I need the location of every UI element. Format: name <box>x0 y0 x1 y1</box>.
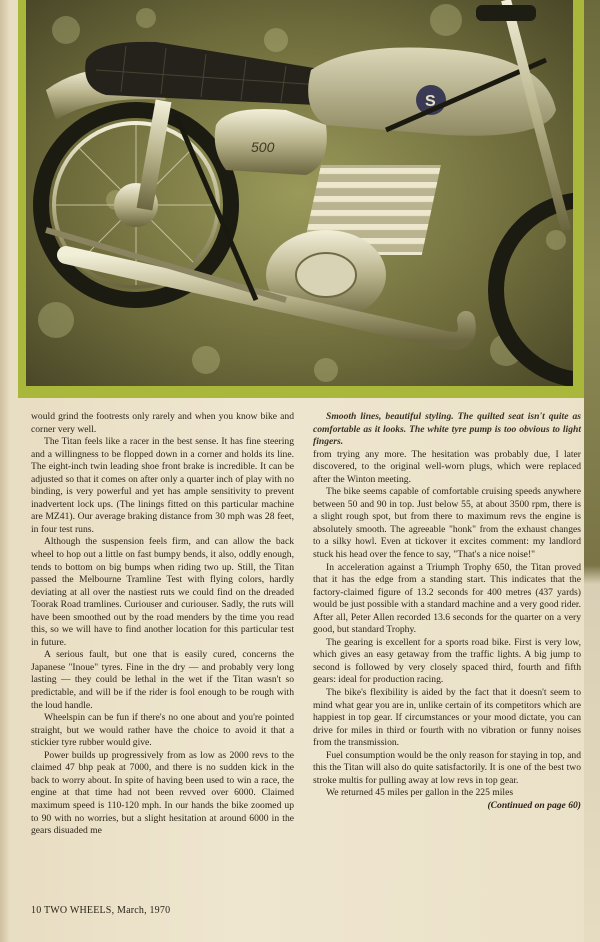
page-number: 10 <box>31 905 42 916</box>
paragraph: In acceleration against a Triumph Trophy 650, the Titan proved that it has the edge from a standing start. This indicates that the factory-claimed figure of 13.2 seconds for 400 metres (437 yards) would be just possible with a standard machine and a very good rider. After all, Peter Allen recorded 13.6 seconds for the quarter on a very good, but standard Trophy. <box>313 561 581 636</box>
paragraph: Power builds up progressively from as low as 2000 revs to the claimed 47 bhp peak at 7000, and there is no sudden kick in the back to worry about. In spite of having been used to win a race, the engine at that time had not been revved over 6000. Claimed maximum speed is 110-120 mph. In our hands the bike zoomed up to 90 with no worries, but a slight hesitation at around 6000 in the gears disuaded me <box>31 749 294 837</box>
issue-date: March, 1970 <box>116 905 171 916</box>
side-cover-label: 500 <box>251 139 275 155</box>
continued-notice: (Continued on page 60) <box>487 799 581 811</box>
paragraph: The bike's flexibility is aided by the fact that it doesn't seem to mind what gear you are in, unlike certain of its competitors which are happiest in top gear. If circumstances or your mood dictate, you can drive for miles in third or fourth with no vibration or funny noises from the transmission. <box>313 687 581 749</box>
paragraph: Although the suspension feels firm, and can allow the back wheel to hop out a little on fast bumpy bends, it also, oddly enough, tends to bottom on big bumps when riding two up. Still, the Titan passed the Melbourne Tramline Test with flying colors, hardly deviating at all over the nastiest ruts we could find on the dreaded Toorak Road tramlines. Curiouser and curiouser. Sadly, the ruts will have been smoothed out by the road menders by the time you read this, so we will have to find another location for this particular test in future. <box>31 536 294 648</box>
paragraph: The bike seems capable of comfortable cruising speeds anywhere between 50 and 90 in top. Just below 55, at about 3500 rpm, there is a slight rough spot, but from there to maximum revs the engine is absolutely smooth. The agreeable "honk" from the exhaust changes to a silky howl. Even at tickover it excites comment: my landlord stuck his head over the fence to say, "That's a nice noise!" <box>313 486 581 561</box>
photo-caption: Smooth lines, beautiful styling. The quilted seat isn't quite as comfortable as it looks. The white tyre pump is too obvious to light fingers. <box>313 411 581 448</box>
adjacent-page-edge <box>584 0 600 942</box>
magazine-name: TWO WHEELS, <box>43 905 115 916</box>
motorcycle-photo <box>26 0 573 386</box>
tank-badge-text: S <box>425 93 436 110</box>
paragraph: The gearing is excellent for a sports road bike. First is very low, which gives an easy getaway from the traffic lights. A big jump to second is followed by very closely spaced third, fourth and fifth gears: ideal for production racing. <box>313 636 581 686</box>
paragraph: Fuel consumption would be the only reason for staying in top, and this the Titan will also do quite satisfactorily. It is one of the best two stroke multis for pulling away at low revs in top gear. <box>313 749 581 786</box>
article-column-left <box>31 411 294 838</box>
paragraph: A serious fault, but one that is easily cured, concerns the Japanese "Inoue" tyres. Fine in the dry — and probably very long lasting — they could be lethal in the wet if the Titan wasn't so predictable, and will be if the rider is fool enough to be rough with the loud handle. <box>31 649 294 711</box>
paragraph: would grind the footrests only rarely and when you know bike and corner very well. <box>31 411 294 435</box>
article-column-right <box>313 411 581 813</box>
paragraph: from trying any more. The hesitation was probably due, I later discovered, to the original well-worn plugs, which were replaced after the Winton meeting. <box>313 448 581 485</box>
page-footer <box>31 905 170 916</box>
paragraph: Wheelspin can be fun if there's no one about and you're pointed straight, but we would rather have the choice to avoid it that a stickier tyre rubber would give. <box>31 712 294 749</box>
paragraph: The Titan feels like a racer in the best sense. It has fine steering and a willingness to be flopped down in a corner and holds its line. The eight-inch twin leading shoe front brake is incredible. It can be adjusted so that it comes on after only a quarter inch of play with no binding, is very powerful and yet has ample sensitivity to prevent inadvertent lock ups. (The linings fitted on this particular machine are MZ41). Our average braking distance from 30 mph was 28 feet, in four test runs. <box>31 436 294 535</box>
page-gutter-shadow <box>0 0 10 942</box>
paragraph: We returned 45 miles per gallon in the 225 miles <box>326 787 514 799</box>
